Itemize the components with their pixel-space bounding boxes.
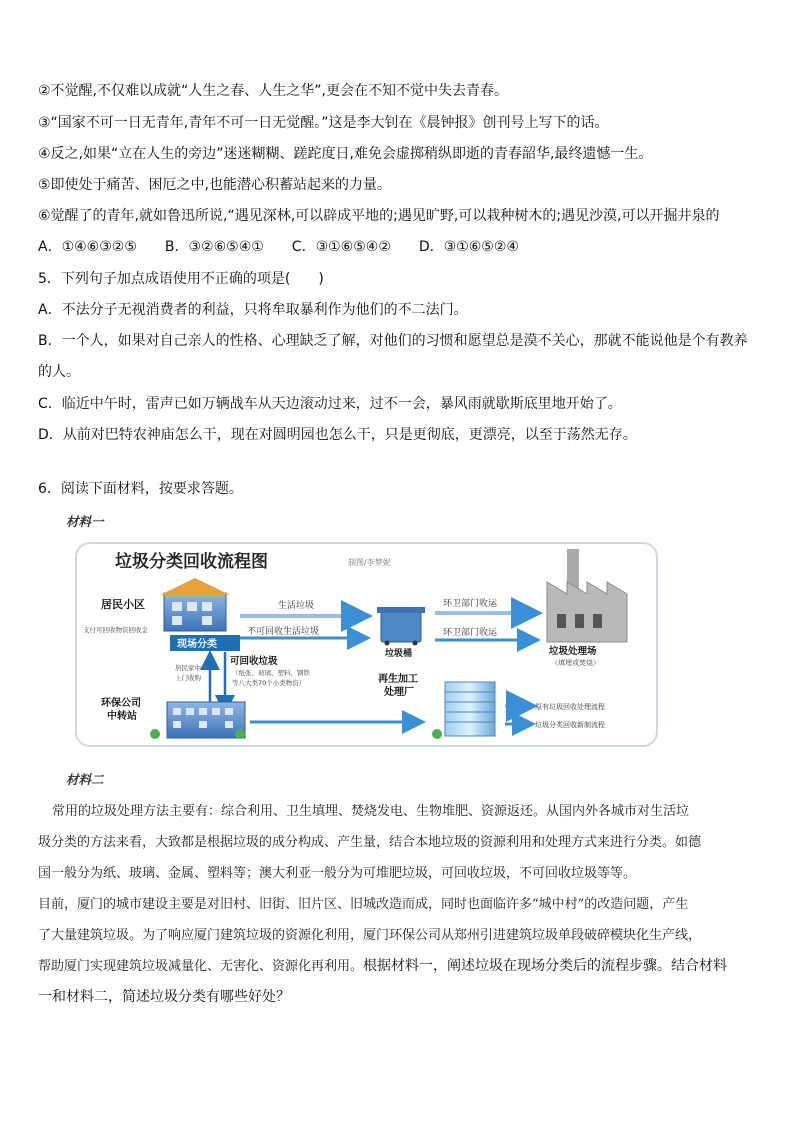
line-2: ②不觉醒,不仅难以成就“人生之春、人生之华”,更会在不知不觉中失去青春。 [38, 83, 508, 99]
option-5d: D．从前对巴特农神庙怎么干，现在对圆明园也怎么干，只是更彻底，更漂亮，以至于荡然无存。 [38, 427, 637, 443]
payment-note: 支付可回收物资回收金 [83, 626, 148, 634]
sanitation-label-1: 环卫部门收运 [443, 599, 498, 609]
onsite-sort-label: 现场分类 [177, 639, 217, 650]
doorstep-note-2: 上门收购 [175, 674, 201, 682]
option-5b: B．一个人，如果对自己亲人的性格、心理缺乏了解，对他们的习惯和愿望总是漠不关心，那就不能说他是个有教养 [38, 333, 748, 349]
reprocess-label-1: 再生加工 [378, 674, 418, 685]
line-4: ④反之,如果“立在人生的旁边”迷迷糊糊、蹉跎度日,难免会虚掷稍纵即逝的青春韶华,最终遗憾一生。 [38, 146, 653, 162]
para-line-mixed [38, 951, 762, 982]
material-1-label: 材料一 [66, 514, 104, 529]
legend-new-flow: 垃圾分类回收新制流程 [535, 721, 605, 729]
recyclable-note-1: （纸张、玻璃、塑料、钢铁 [232, 669, 310, 677]
recyclable-label: 可回收垃圾 [230, 656, 278, 667]
line-6: ⑥觉醒了的青年,就如鲁迅所说,“遇见深林,可以辟成平地的;遇见旷野,可以栽种树木的;遇见沙漠,可以开掘井泉的 [38, 208, 720, 224]
residential-label: 居民小区 [101, 598, 145, 611]
material-2-label: 材料二 [66, 772, 104, 787]
para-line: 了大量建筑垃圾。为了响应厦门建筑垃圾的资源化利用，厦门环保公司从郑州引进建筑垃圾单段破碎模块化生产线， [38, 928, 702, 943]
doorstep-note-1: 居民家中 [175, 664, 201, 672]
transfer-label-1: 环保公司 [101, 698, 141, 709]
material-2-text [38, 796, 762, 1013]
para-line: 目前，厦门的城市建设主要是对旧村、旧街、旧片区、旧城改造而成，同时也面临许多“城中村”的改造问题，产生 [38, 897, 689, 912]
question-5: 5．下列句子加点成语使用不正确的项是( ) [38, 271, 324, 287]
question-6: 6．阅读下面材料，按要求答题。 [38, 481, 243, 497]
question-prompt-span: 根据材料一，阐述垃圾在现场分类后的流程步骤。结合材料 [363, 958, 728, 974]
option-5a: A．不法分子无视消费者的利益，只将牟取暴利作为他们的不二法门。 [38, 302, 468, 318]
household-waste-label: 生活垃圾 [278, 601, 315, 611]
para-line: 常用的垃圾处理方法主要有：综合利用、卫生填埋、焚烧发电、生物堆肥、资源返还。从国内外各城市对生活垃 [52, 804, 690, 819]
transfer-label-2: 中转站 [107, 711, 137, 722]
line-5: ⑤即使处于痛苦、困厄之中,也能潜心积蓄站起来的力量。 [38, 177, 391, 193]
line-3: ③“国家不可一日无青年,青年不可一日无觉醒。”这是李大钊在《晨钟报》创刊号上写下的话。 [38, 115, 609, 131]
options-q4: A．①④⑥③②⑤ B．③②⑥⑤④① C．③①⑥⑤④② D．③①⑥⑤②④ [38, 239, 519, 255]
option-5c: C．临近中午时，雷声已如万辆战车从天边滚动过来，过不一会，暴风雨就歇斯底里地开始了。 [38, 396, 622, 412]
plant-label: 垃圾处理场 [549, 646, 597, 657]
sanitation-label-2: 环卫部门收运 [443, 628, 498, 638]
waste-sorting-flowchart [75, 542, 658, 747]
bin-label: 垃圾桶 [385, 649, 413, 659]
option-5b-cont: 的人。 [38, 364, 80, 380]
reprocess-label-2: 处理厂 [384, 687, 414, 698]
legend-old-flow: 原有垃圾回收处理流程 [535, 703, 605, 711]
question-prompt-end: 一和材料二，简述垃圾分类有哪些好处？ [38, 989, 290, 1005]
diagram-title: 垃圾分类回收流程图 [115, 552, 268, 572]
nonrecyclable-label: 不可回收生活垃圾 [247, 627, 320, 637]
diagram-credit: 制图/李梦妮 [348, 558, 391, 567]
plant-note: （填埋或焚烧） [551, 659, 600, 667]
trash-bin-icon [377, 607, 425, 646]
recyclable-note-2: 等八大类70个小类物资） [232, 679, 306, 687]
para-line: 国一般分为纸、玻璃、金属、塑料等；澳大利亚一般分为可堆肥垃圾，可回收垃圾，不可回收垃圾等等。 [38, 866, 637, 881]
para-line: 圾分类的方法来看，大致都是根据垃圾的成分构成、产生量，结合本地垃圾的资源利用和处理方式来进行分类。如德 [38, 835, 702, 850]
para-serif-span: 帮助厦门实现建筑垃圾减量化、无害化、资源化再利用。 [38, 959, 364, 974]
